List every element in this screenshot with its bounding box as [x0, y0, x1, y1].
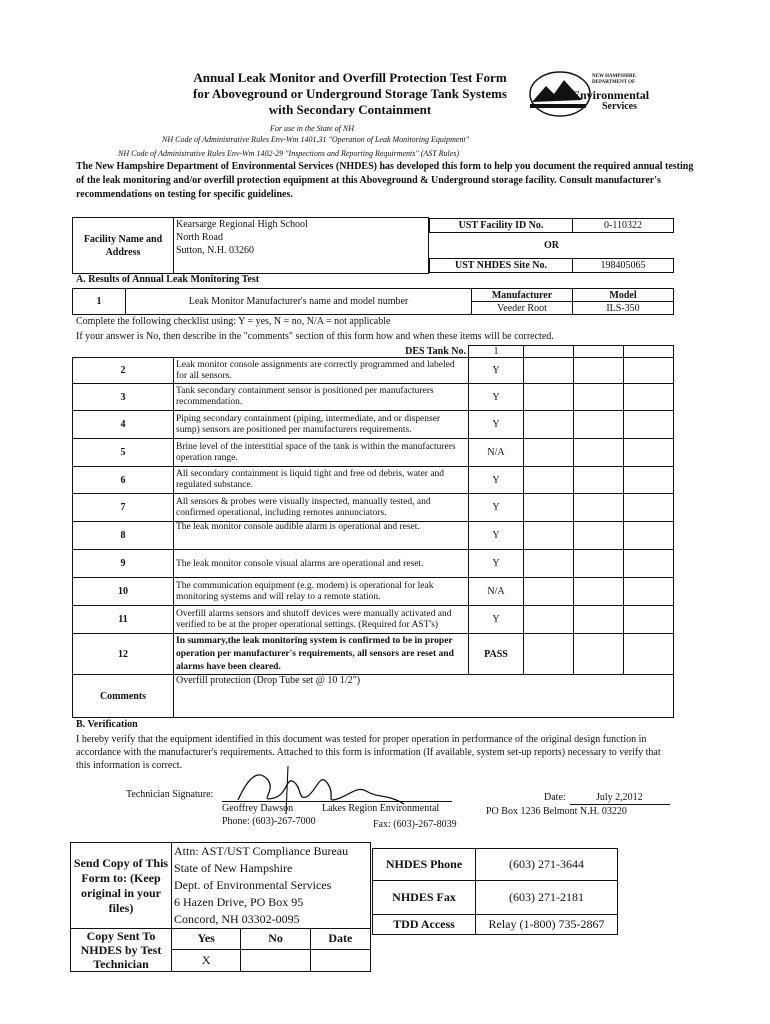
- item-answer: Y: [469, 522, 524, 550]
- item-text: Leak monitor console assignments are correctly programmed and labeled for all sensors.: [174, 358, 469, 384]
- ust-id-label: UST Facility ID No.: [430, 218, 573, 232]
- intro-text: The New Hampshire Department of Environmental Services (NHDES) has developed this form to help you document the required annual testing of the leak monitoring and/or overfill protection equipment at this Aboveground & Underground storage facility. Consult manufacturer's recommendations on testing for specific guidelines.: [76, 161, 694, 200]
- manufacturer-value: Veeder Root: [472, 302, 573, 315]
- item-answer: Y: [469, 550, 524, 578]
- table-row: [73, 467, 674, 494]
- send-address: [172, 843, 371, 929]
- item-text: The leak monitor console visual alarms are operational and reset.: [174, 550, 469, 578]
- nhdes-contact-table: [372, 848, 618, 935]
- item-text: Brine level of the interstitial space of the tank is within the manufacturers operation range.: [174, 439, 469, 467]
- item-text: The leak monitor console audible alarm is operational and reset.: [174, 522, 469, 550]
- table-row: [73, 634, 674, 675]
- item-answer: N/A: [469, 439, 524, 467]
- checklist-table: [72, 345, 674, 718]
- tech-name: Geoffrey Dawson: [222, 803, 294, 814]
- phone-value: (603) 271-3644: [476, 849, 618, 881]
- verification-text: I hereby verify that the equipment identified in this document was tested for proper operation in performance of the original design function in accordance with the manufacturer's requirements. Attached to this form is information (If available, system set-up reports) necessary to verify that this information is correct.: [76, 734, 661, 771]
- table-row: [73, 550, 674, 578]
- table-row: [73, 384, 674, 411]
- or-label: OR: [430, 232, 674, 258]
- item-num: 5: [73, 439, 174, 467]
- tdd-value: Relay (1-800) 735-2867: [476, 915, 618, 935]
- logo-top-text: NEW HAMPSHIRE DEPARTMENT OF: [592, 74, 636, 85]
- send-copy-label: Send Copy of This Form to: (Keep original in your files): [71, 843, 172, 929]
- facility-address: [174, 218, 429, 274]
- for-use-note: For use in the State of NH: [270, 124, 354, 133]
- item-num: 7: [73, 494, 174, 522]
- item-num: 12: [73, 634, 174, 675]
- site-label: UST NHDES Site No.: [430, 258, 573, 272]
- item-answer: Y: [469, 411, 524, 439]
- facility-street: North Road: [176, 232, 223, 243]
- item-text: All secondary containment is liquid tight and free od debris, water and regulated substance.: [174, 467, 469, 494]
- item-text: In summary,the leak monitoring system is confirmed to be in proper operation per manufacturer's requirements, all sensors are reset and alarms have been cleared.: [174, 634, 469, 675]
- fax-value: (603) 271-2181: [476, 881, 618, 915]
- table-row: [73, 411, 674, 439]
- tech-phone: Phone: (603)-267-7000: [222, 816, 316, 827]
- yes-header: Yes: [172, 929, 241, 950]
- item-text: Tank secondary containment sensor is positioned per manufacturers recommendation.: [174, 384, 469, 411]
- date-label: Date:: [544, 792, 566, 803]
- comments-text: Overfill protection (Drop Tube set @ 10 1/2"): [174, 675, 674, 718]
- site-no-value: 198405065: [573, 258, 674, 272]
- code-2: NH Code of Administrative Rules Env-Wm 1402-29 "Inspections and Reporting Requirments" (AST Rules): [118, 149, 460, 158]
- yes-mark: X: [172, 949, 241, 971]
- instruction-1: Complete the following checklist using: Y = yes, N = no, N/A = not applicable: [76, 316, 391, 327]
- facility-city: Sutton, N.H. 03260: [176, 245, 255, 256]
- fax-label: NHDES Fax: [373, 881, 476, 915]
- model-label: Model: [573, 289, 674, 302]
- id-block: [429, 218, 675, 274]
- item-num: 4: [73, 411, 174, 439]
- tank-no: 1: [469, 346, 524, 358]
- item-num: 11: [73, 606, 174, 634]
- address-line: 6 Hazen Drive, PO Box 95: [174, 895, 304, 909]
- no-header: No: [241, 929, 310, 950]
- item-text: All sensors & probes were visually inspected, manually tested, and confirmed operational, including remotes annunciators.: [174, 494, 469, 522]
- title-line-1: Annual Leak Monitor and Overfill Protection Test Form: [193, 70, 507, 85]
- nhdes-logo: [524, 68, 648, 122]
- tank-label: DES Tank No.: [174, 346, 469, 358]
- tdd-label: TDD Access: [373, 915, 476, 935]
- item-answer: Y: [469, 494, 524, 522]
- item-text: Piping secondary containment (piping, intermediate, and or dispenser sump) sensors are positioned per manufacturers requirements.: [174, 411, 469, 439]
- item-num: 8: [73, 522, 174, 550]
- item-1-label: Leak Monitor Manufacturer's name and model number: [126, 289, 472, 315]
- item-num: 10: [73, 578, 174, 606]
- date-value: July 2,2012: [596, 792, 643, 803]
- title-line-2: for Aboveground or Underground Storage Tank Systems: [193, 86, 507, 101]
- title-line-3: with Secondary Containment: [268, 102, 432, 117]
- address-line: Dept. of Environmental Services: [174, 878, 332, 892]
- date-header: Date: [310, 929, 370, 950]
- item-text: Overfill alarms sensors and shutoff devices were manually activated and verified to be at the proper operational settings. (Required for AST's): [174, 606, 469, 634]
- ust-id-value: 0-110322: [573, 218, 674, 232]
- table-row: [73, 606, 674, 634]
- item-answer: Y: [469, 606, 524, 634]
- phone-label: NHDES Phone: [373, 849, 476, 881]
- leak-monitor-table: [72, 288, 674, 315]
- item-1-num: 1: [73, 289, 126, 315]
- instruction-2: If your answer is No, then describe in the "comments" section of this form how and when these items will be corrected.: [76, 331, 554, 342]
- model-value: ILS-350: [573, 302, 674, 315]
- item-answer: Y: [469, 467, 524, 494]
- address-line: State of New Hampshire: [174, 861, 293, 875]
- comments-label: Comments: [73, 675, 174, 718]
- table-row: [73, 358, 674, 384]
- logo-sub-text: Services: [602, 101, 637, 112]
- item-answer: Y: [469, 358, 524, 384]
- facility-table: [72, 217, 674, 274]
- comments-row: [73, 675, 674, 718]
- copy-sent-label: Copy Sent To NHDES by Test Technician: [71, 929, 172, 972]
- item-text: The communication equipment (e.g. modem) is operational for leak monitoring systems and will relay to a remote station.: [174, 578, 469, 606]
- section-b-title: B. Verification: [76, 719, 138, 730]
- table-row: [73, 439, 674, 467]
- company-name: Lakes Region Environmental: [322, 803, 440, 814]
- section-a-title: A. Results of Annual Leak Monitoring Test: [76, 274, 260, 285]
- address-line: Concord, NH 03302-0095: [174, 912, 300, 926]
- facility-name: Kearsarge Regional High School: [176, 219, 308, 230]
- send-copy-table: [70, 842, 371, 972]
- item-answer: N/A: [469, 578, 524, 606]
- facility-label: Facility Name and Address: [73, 218, 174, 274]
- code-1: NH Code of Administrative Rules Env-Wm 1401.31 "Operation of Leak Monitoring Equipment": [162, 135, 469, 144]
- table-row: [73, 578, 674, 606]
- item-num: 2: [73, 358, 174, 384]
- item-num: 9: [73, 550, 174, 578]
- company-address: PO Box 1236 Belmont N.H. 03220: [486, 806, 627, 817]
- signature-label: Technician Signature:: [126, 789, 214, 800]
- item-num: 3: [73, 384, 174, 411]
- item-answer: Y: [469, 384, 524, 411]
- tech-fax: Fax: (603)-267-8039: [373, 819, 457, 830]
- item-num: 6: [73, 467, 174, 494]
- item-answer: PASS: [469, 634, 524, 675]
- manufacturer-label: Manufacturer: [472, 289, 573, 302]
- table-row: [73, 494, 674, 522]
- date-line: [570, 804, 670, 805]
- address-line: Attn: AST/UST Compliance Bureau: [174, 844, 349, 858]
- table-row: [73, 522, 674, 550]
- logo-main-text: Environmental: [572, 88, 650, 102]
